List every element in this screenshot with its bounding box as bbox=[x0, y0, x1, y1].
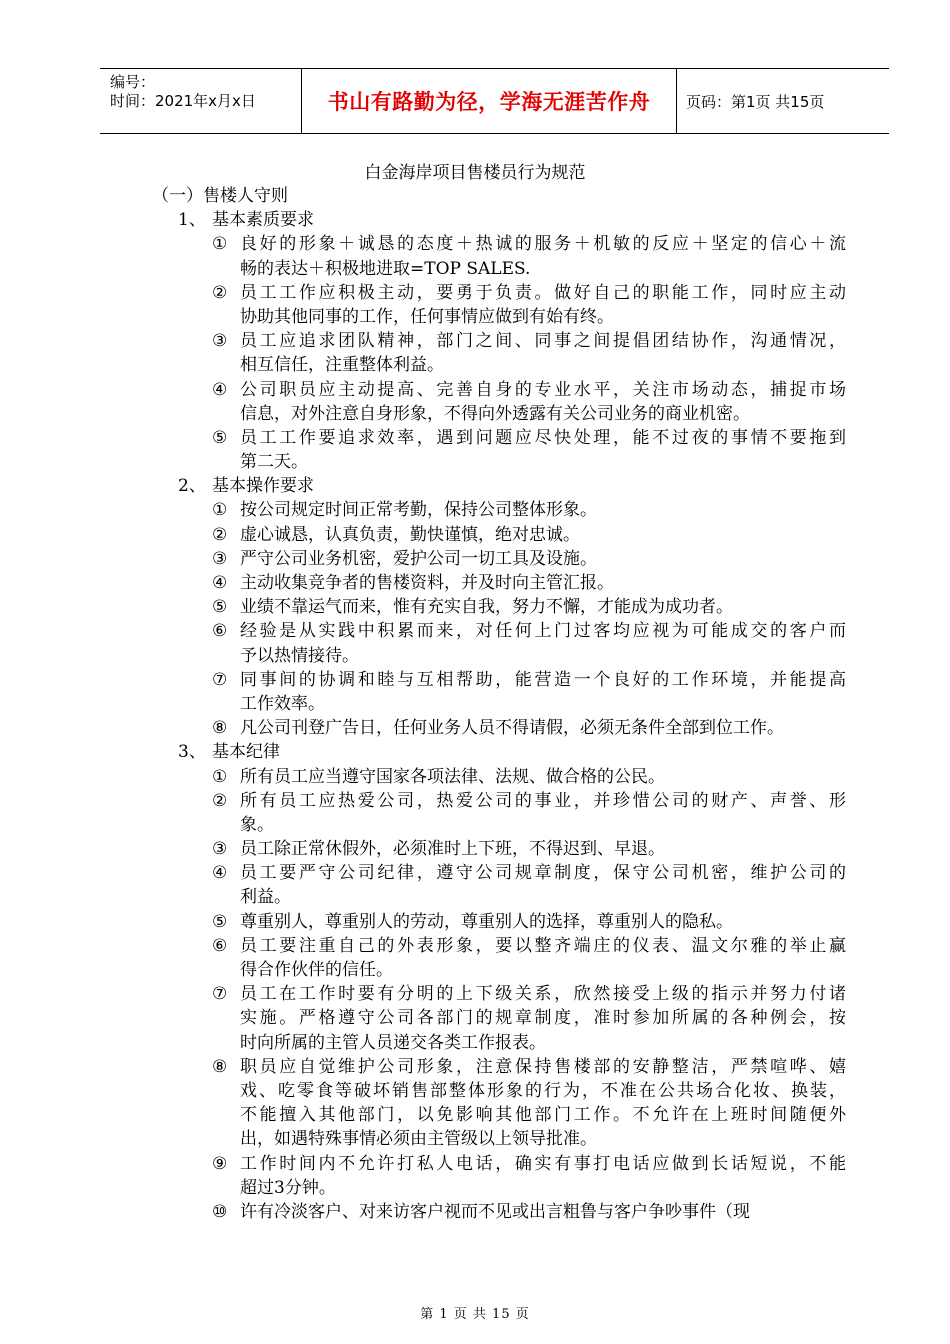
list-item-marker: ② bbox=[212, 524, 228, 545]
list-item bbox=[0, 1200, 950, 1224]
list-item-marker: ① bbox=[212, 234, 228, 255]
list-item bbox=[0, 934, 950, 958]
list-item-continuation bbox=[0, 1006, 950, 1030]
rule-list bbox=[0, 232, 950, 474]
list-item-text: 所有员工应热爱公司，热爱公司的事业，并珍惜公司的财产、声誉、形 bbox=[240, 790, 846, 811]
list-item-marker: ③ bbox=[212, 839, 228, 860]
list-item-marker: ⑥ bbox=[212, 621, 228, 642]
header-meta bbox=[110, 73, 256, 111]
list-item-text: 所有员工应当遵守国家各项法律、法规、做合格的公民。 bbox=[240, 766, 665, 787]
list-item-continuation bbox=[0, 1127, 950, 1151]
subsection-number: 3、 bbox=[178, 742, 206, 763]
list-item-text: 业绩不靠运气而来，惟有充实自我，努力不懈，才能成为成功者。 bbox=[240, 597, 733, 618]
list-item bbox=[0, 861, 950, 885]
list-item-text: 严守公司业务机密，爱护公司一切工具及设施。 bbox=[240, 548, 597, 569]
header-motto: 书山有路勤为径，学海无涯苦作舟 bbox=[327, 90, 651, 114]
list-item-text: 信息，对外注意自身形象，不得向外透露有关公司业务的商业机密。 bbox=[240, 403, 750, 424]
list-item bbox=[0, 232, 950, 256]
list-item-text: 戏、吃零食等破坏销售部整体形象的行为，不准在公共场合化妆、换装， bbox=[240, 1080, 846, 1101]
list-item-marker: ⑦ bbox=[212, 984, 228, 1005]
section-heading: （一）售楼人守则 bbox=[152, 186, 288, 206]
list-item-text: 职员应自觉维护公司形象，注意保持售楼部的安静整洁，严禁喧哗、嬉 bbox=[240, 1056, 846, 1077]
list-item-marker: ⑥ bbox=[212, 935, 228, 956]
list-item-continuation bbox=[0, 1103, 950, 1127]
list-item-text: 第二天。 bbox=[240, 452, 308, 473]
list-item-marker: ① bbox=[212, 500, 228, 521]
list-item-text: 凡公司刊登广告日，任何业务人员不得请假，必须无条件全部到位工作。 bbox=[240, 718, 784, 739]
list-item-text: 象。 bbox=[240, 814, 274, 835]
list-item-continuation bbox=[0, 885, 950, 909]
list-item-text: 员工工作要追求效率，遇到问题应尽快处理，能不过夜的事情不要拖到 bbox=[240, 427, 846, 448]
list-item-text: 予以热情接待。 bbox=[240, 645, 359, 666]
list-item-continuation bbox=[0, 1031, 950, 1055]
list-item-text: 员工要严守公司纪律，遵守公司规章制度，保守公司机密，维护公司的 bbox=[240, 863, 846, 884]
list-item bbox=[0, 426, 950, 450]
subsection-title: 基本素质要求 bbox=[212, 210, 314, 231]
document-title: 白金海岸项目售楼员行为规范 bbox=[364, 163, 586, 183]
list-item bbox=[0, 668, 950, 692]
list-item-marker: ⑤ bbox=[212, 427, 228, 448]
list-item bbox=[0, 982, 950, 1006]
list-item bbox=[0, 910, 950, 934]
header-divider bbox=[676, 69, 677, 133]
list-item-text: 主动收集竞争者的售楼资料，并及时向主管汇报。 bbox=[240, 573, 614, 593]
list-item bbox=[0, 498, 950, 522]
list-item-marker: ④ bbox=[212, 573, 228, 593]
list-item-text: 工作时间内不允许打私人电话，确实有事打电话应做到长话短说，不能 bbox=[240, 1153, 846, 1174]
list-item-text: 同事间的协调和睦与互相帮助，能营造一个良好的工作环境，并能提高 bbox=[240, 669, 846, 690]
list-item-text: 经验是从实践中积累而来，对任何上门过客均应视为可能成交的客户而 bbox=[240, 621, 846, 642]
list-item-text: 超过3分钟。 bbox=[240, 1177, 336, 1198]
list-item-continuation bbox=[0, 353, 950, 377]
list-item-marker: ⑤ bbox=[212, 597, 228, 618]
list-item-continuation bbox=[0, 402, 950, 426]
list-item-text: 良好的形象＋诚恳的态度＋热诚的服务＋机敏的反应＋坚定的信心＋流 bbox=[240, 234, 846, 255]
list-item-text: 员工在工作时要有分明的上下级关系，欣然接受上级的指示并努力付诸 bbox=[240, 984, 846, 1005]
list-item-marker: ① bbox=[212, 766, 228, 787]
code-label: 编号： bbox=[110, 73, 156, 91]
list-item-text: 虚心诚恳，认真负责，勤快谨慎，绝对忠诚。 bbox=[240, 524, 580, 545]
list-item bbox=[0, 716, 950, 740]
rule-list bbox=[0, 765, 950, 1225]
list-item-continuation bbox=[0, 1176, 950, 1200]
list-item-marker: ③ bbox=[212, 331, 228, 352]
list-item bbox=[0, 547, 950, 571]
list-item bbox=[0, 595, 950, 619]
list-item-text: 员工要注重自己的外表形象，要以整齐端庄的仪表、温文尔雅的举止赢 bbox=[240, 935, 846, 956]
list-item-text: 畅的表达＋积极地进取=TOP SALES. bbox=[240, 258, 531, 279]
subsection-title: 基本纪律 bbox=[212, 742, 280, 763]
list-item-marker: ④ bbox=[212, 863, 228, 884]
subsection-number: 1、 bbox=[178, 210, 206, 231]
list-item bbox=[0, 1152, 950, 1176]
list-item-text: 员工除正常休假外，必须准时上下班，不得迟到、早退。 bbox=[240, 839, 665, 860]
list-item-text: 尊重别人，尊重别人的劳动，尊重别人的选择，尊重别人的隐私。 bbox=[240, 911, 733, 932]
list-item-text: 得合作伙伴的信任。 bbox=[240, 960, 393, 980]
list-item bbox=[0, 837, 950, 861]
list-item bbox=[0, 1055, 950, 1079]
list-item-continuation bbox=[0, 305, 950, 329]
list-item-continuation bbox=[0, 1079, 950, 1103]
document-body bbox=[0, 184, 950, 1224]
list-item-text: 协助其他同事的工作，任何事情应做到有始有终。 bbox=[240, 306, 614, 327]
time-label: 时间：2021年x月x日 bbox=[110, 92, 256, 110]
list-item bbox=[0, 281, 950, 305]
list-item-continuation bbox=[0, 257, 950, 281]
list-item-text: 实施。严格遵守公司各部门的规章制度，准时参加所属的各种例会，按 bbox=[240, 1008, 846, 1029]
list-item bbox=[0, 571, 950, 595]
header-page-info: 页码：第1页 共15页 bbox=[686, 92, 825, 111]
list-item-continuation bbox=[0, 450, 950, 474]
list-item-marker: ② bbox=[212, 790, 228, 811]
list-item-text: 许有冷淡客户、对来访客户视而不见或出言粗鲁与客户争吵事件（现 bbox=[240, 1201, 750, 1222]
list-item-marker: ⑧ bbox=[212, 1056, 228, 1077]
list-item-continuation bbox=[0, 692, 950, 716]
list-item bbox=[0, 329, 950, 353]
list-item bbox=[0, 523, 950, 547]
list-item-marker: ⑧ bbox=[212, 718, 228, 739]
list-item-text: 利益。 bbox=[240, 887, 291, 908]
list-item-text: 工作效率。 bbox=[240, 693, 325, 714]
page-header bbox=[100, 68, 889, 134]
list-item bbox=[0, 619, 950, 643]
list-item-marker: ⑤ bbox=[212, 911, 228, 932]
subsection-heading bbox=[0, 474, 950, 498]
list-item-continuation bbox=[0, 958, 950, 982]
list-item-text: 公司职员应主动提高、完善自身的专业水平，关注市场动态，捕捉市场 bbox=[240, 379, 846, 400]
list-item-text: 员工应追求团队精神，部门之间、同事之间提倡团结协作，沟通情况， bbox=[240, 331, 846, 352]
list-item-marker: ⑩ bbox=[212, 1201, 228, 1222]
subsection-heading bbox=[0, 740, 950, 764]
list-item-text: 按公司规定时间正常考勤，保持公司整体形象。 bbox=[240, 500, 597, 521]
subsection-heading bbox=[0, 208, 950, 232]
list-item-marker: ⑦ bbox=[212, 669, 228, 690]
list-item-text: 员工工作应积极主动，要勇于负责。做好自己的职能工作，同时应主动 bbox=[240, 282, 846, 303]
list-item bbox=[0, 765, 950, 789]
rule-list bbox=[0, 498, 950, 740]
list-item bbox=[0, 378, 950, 402]
list-item-text: 不能擅入其他部门，以免影响其他部门工作。不允许在上班时间随便外 bbox=[240, 1105, 846, 1126]
list-item-text: 时向所属的主管人员递交各类工作报表。 bbox=[240, 1032, 546, 1053]
list-item-continuation bbox=[0, 644, 950, 668]
list-item-marker: ⑨ bbox=[212, 1153, 228, 1174]
list-item-marker: ④ bbox=[212, 379, 228, 400]
subsection-title: 基本操作要求 bbox=[212, 476, 314, 497]
subsection-number: 2、 bbox=[178, 476, 206, 497]
list-item-text: 出，如遇特殊事情必须由主管级以上领导批准。 bbox=[240, 1129, 597, 1150]
list-item-marker: ② bbox=[212, 282, 228, 303]
list-item bbox=[0, 789, 950, 813]
page-footer: 第 1 页 共 15 页 bbox=[420, 1307, 530, 1322]
list-item-marker: ③ bbox=[212, 548, 228, 569]
list-item-continuation bbox=[0, 813, 950, 837]
list-item-text: 相互信任，注重整体利益。 bbox=[240, 355, 444, 376]
